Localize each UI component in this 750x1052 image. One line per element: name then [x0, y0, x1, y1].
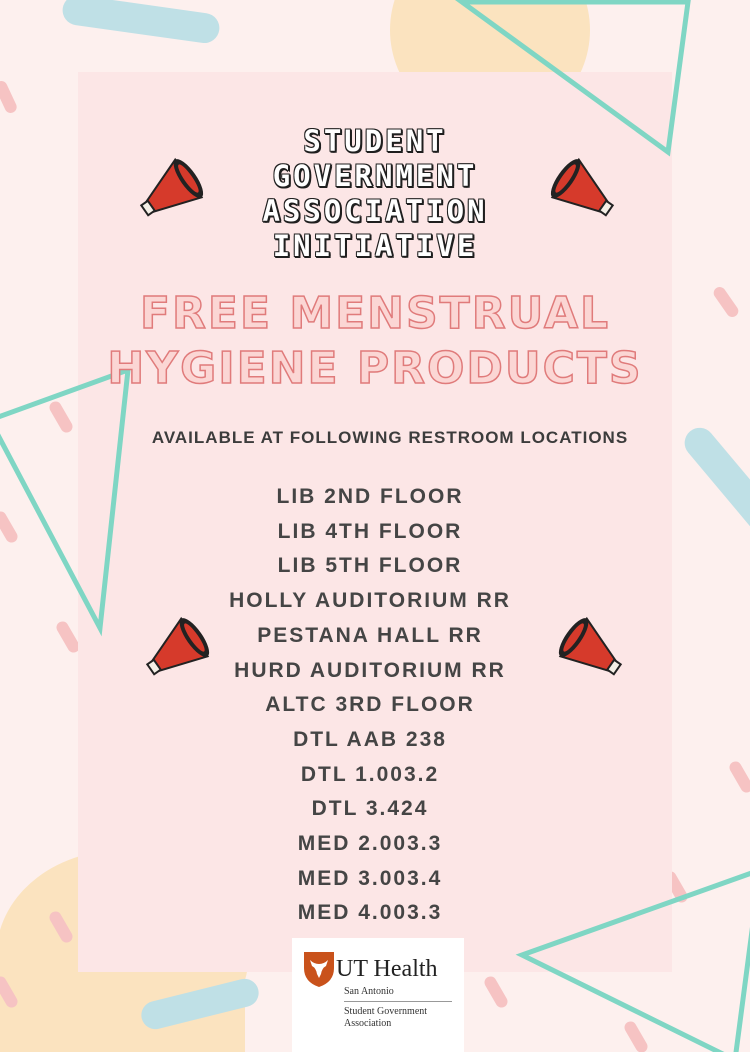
- location-item: PESTANA HALL RR: [257, 623, 483, 647]
- header-title: [0, 124, 750, 264]
- megaphone-icon: [544, 155, 620, 225]
- header-line: GOVERNMENT: [272, 159, 478, 193]
- ut-health-logo: [292, 938, 464, 1052]
- subtitle: AVAILABLE AT FOLLOWING RESTROOM LOCATIONS: [151, 428, 629, 447]
- main-title: [0, 286, 750, 396]
- logo-name: UT Health: [336, 956, 438, 982]
- location-item: DTL AAB 238: [293, 727, 447, 751]
- location-item: HOLLY AUDITORIUM RR: [229, 589, 511, 613]
- header-line: INITIATIVE: [272, 229, 478, 263]
- header-line: ASSOCIATION: [262, 194, 488, 228]
- logo-city: San Antonio: [344, 986, 394, 997]
- logo-org-line: Student Government: [344, 1006, 428, 1017]
- longhorn-emblem-icon: [302, 948, 336, 988]
- logo-org-line: Association: [344, 1018, 392, 1029]
- location-item: DTL 3.424: [311, 797, 429, 821]
- location-list: [0, 480, 740, 931]
- logo-org: [344, 1006, 427, 1030]
- location-item: HURD AUDITORIUM RR: [234, 658, 506, 682]
- location-item: ALTC 3RD FLOOR: [265, 693, 475, 717]
- megaphone-icon: [134, 155, 210, 225]
- location-item: LIB 2ND FLOOR: [276, 485, 464, 508]
- logo-divider: [344, 1001, 452, 1002]
- location-item: LIB 5TH FLOOR: [277, 554, 463, 578]
- title-line: HYGIENE PRODUCTS: [107, 343, 643, 394]
- megaphone-icon: [140, 614, 216, 684]
- location-item: MED 2.003.3: [297, 832, 443, 856]
- title-line: FREE MENSTRUAL: [139, 288, 611, 339]
- location-item: MED 4.003.3: [297, 901, 443, 925]
- location-item: DTL 1.003.2: [300, 762, 440, 786]
- header-line: STUDENT: [303, 124, 447, 158]
- location-item: LIB 4TH FLOOR: [277, 519, 463, 543]
- megaphone-icon: [552, 614, 628, 684]
- location-item: MED 3.003.4: [297, 866, 443, 890]
